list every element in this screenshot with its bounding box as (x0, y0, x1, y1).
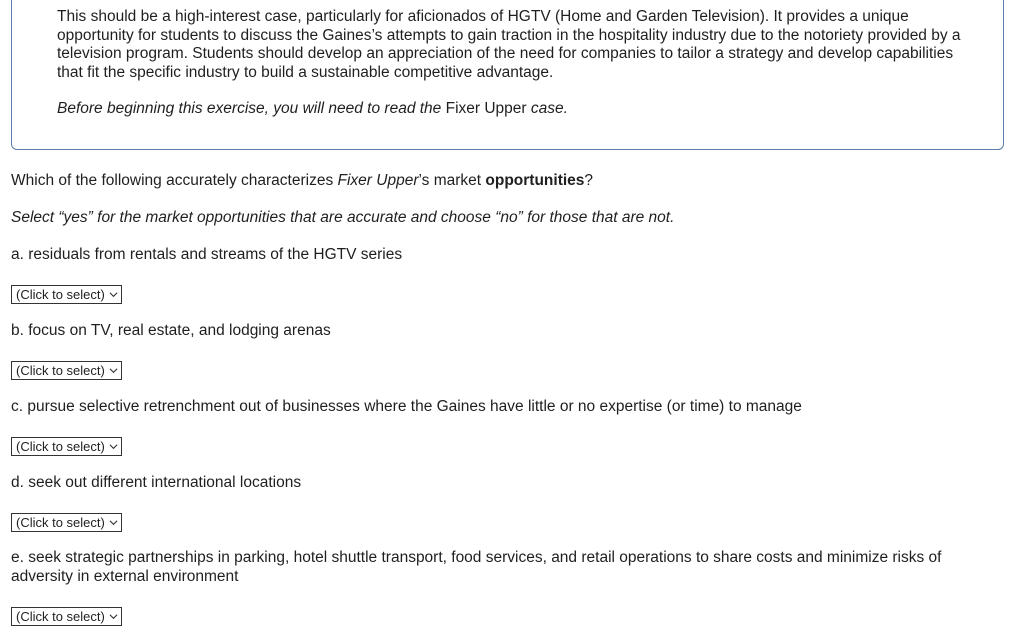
item-c-select-value: (Click to select) (16, 439, 105, 454)
item-e-text: e. seek strategic partnerships in parking, hotel shuttle transport, food services, and retail operations to share costs and minimize risks of adversity in external environment (11, 549, 942, 585)
chevron-down-icon (109, 612, 118, 621)
question-show-name: Fixer Upper (337, 172, 419, 189)
item-a-text: a. residuals from rentals and streams of the HGTV series (11, 246, 403, 263)
item-a-select[interactable] (11, 285, 122, 304)
intro-paragraph: This should be a high-interest case, particularly for aficionados of HGTV (Home and Garden Television). It provides a unique opportunity for students to discuss the Gaines’s attempts to gain traction in the hospitality industry due to the notoriety provided by a television program. Students should develop an appreciation of the need for companies to tailor a strategy and develop capabilities that fit the specific industry to build a sustainable competitive advantage. (57, 8, 961, 81)
chevron-down-icon (109, 442, 118, 451)
case-name: Fixer Upper (445, 100, 527, 117)
item-d-select[interactable] (11, 513, 122, 532)
item-b-select-value: (Click to select) (16, 363, 105, 378)
question-text (11, 172, 593, 190)
case-intro-box (11, 0, 1004, 150)
item-e-select[interactable] (11, 607, 122, 626)
item-c-text: c. pursue selective retrenchment out of businesses where the Gaines have little or no expertise (or time) to manage (11, 398, 802, 415)
chevron-down-icon (109, 290, 118, 299)
question-prefix: Which of the following accurately characterizes (11, 172, 338, 189)
question-keyword: opportunities (485, 172, 585, 189)
item-e-select-value: (Click to select) (16, 609, 105, 624)
question-suffix: ? (584, 172, 594, 189)
intro-note-prefix: Before beginning this exercise, you will need to read the (57, 100, 446, 117)
question-possessive: ’s market (418, 172, 486, 189)
intro-note (57, 100, 568, 118)
intro-note-suffix: case. (526, 100, 568, 117)
item-b-text: b. focus on TV, real estate, and lodging arenas (11, 322, 331, 339)
instruction-text: Select “yes” for the market opportunities that are accurate and choose “no” for those that are not. (11, 209, 675, 226)
item-d-text: d. seek out different international locations (11, 474, 302, 491)
item-c-select[interactable] (11, 437, 122, 456)
item-d-select-value: (Click to select) (16, 515, 105, 530)
chevron-down-icon (109, 518, 118, 527)
item-a-select-value: (Click to select) (16, 287, 105, 302)
chevron-down-icon (109, 366, 118, 375)
item-b-select[interactable] (11, 361, 122, 380)
